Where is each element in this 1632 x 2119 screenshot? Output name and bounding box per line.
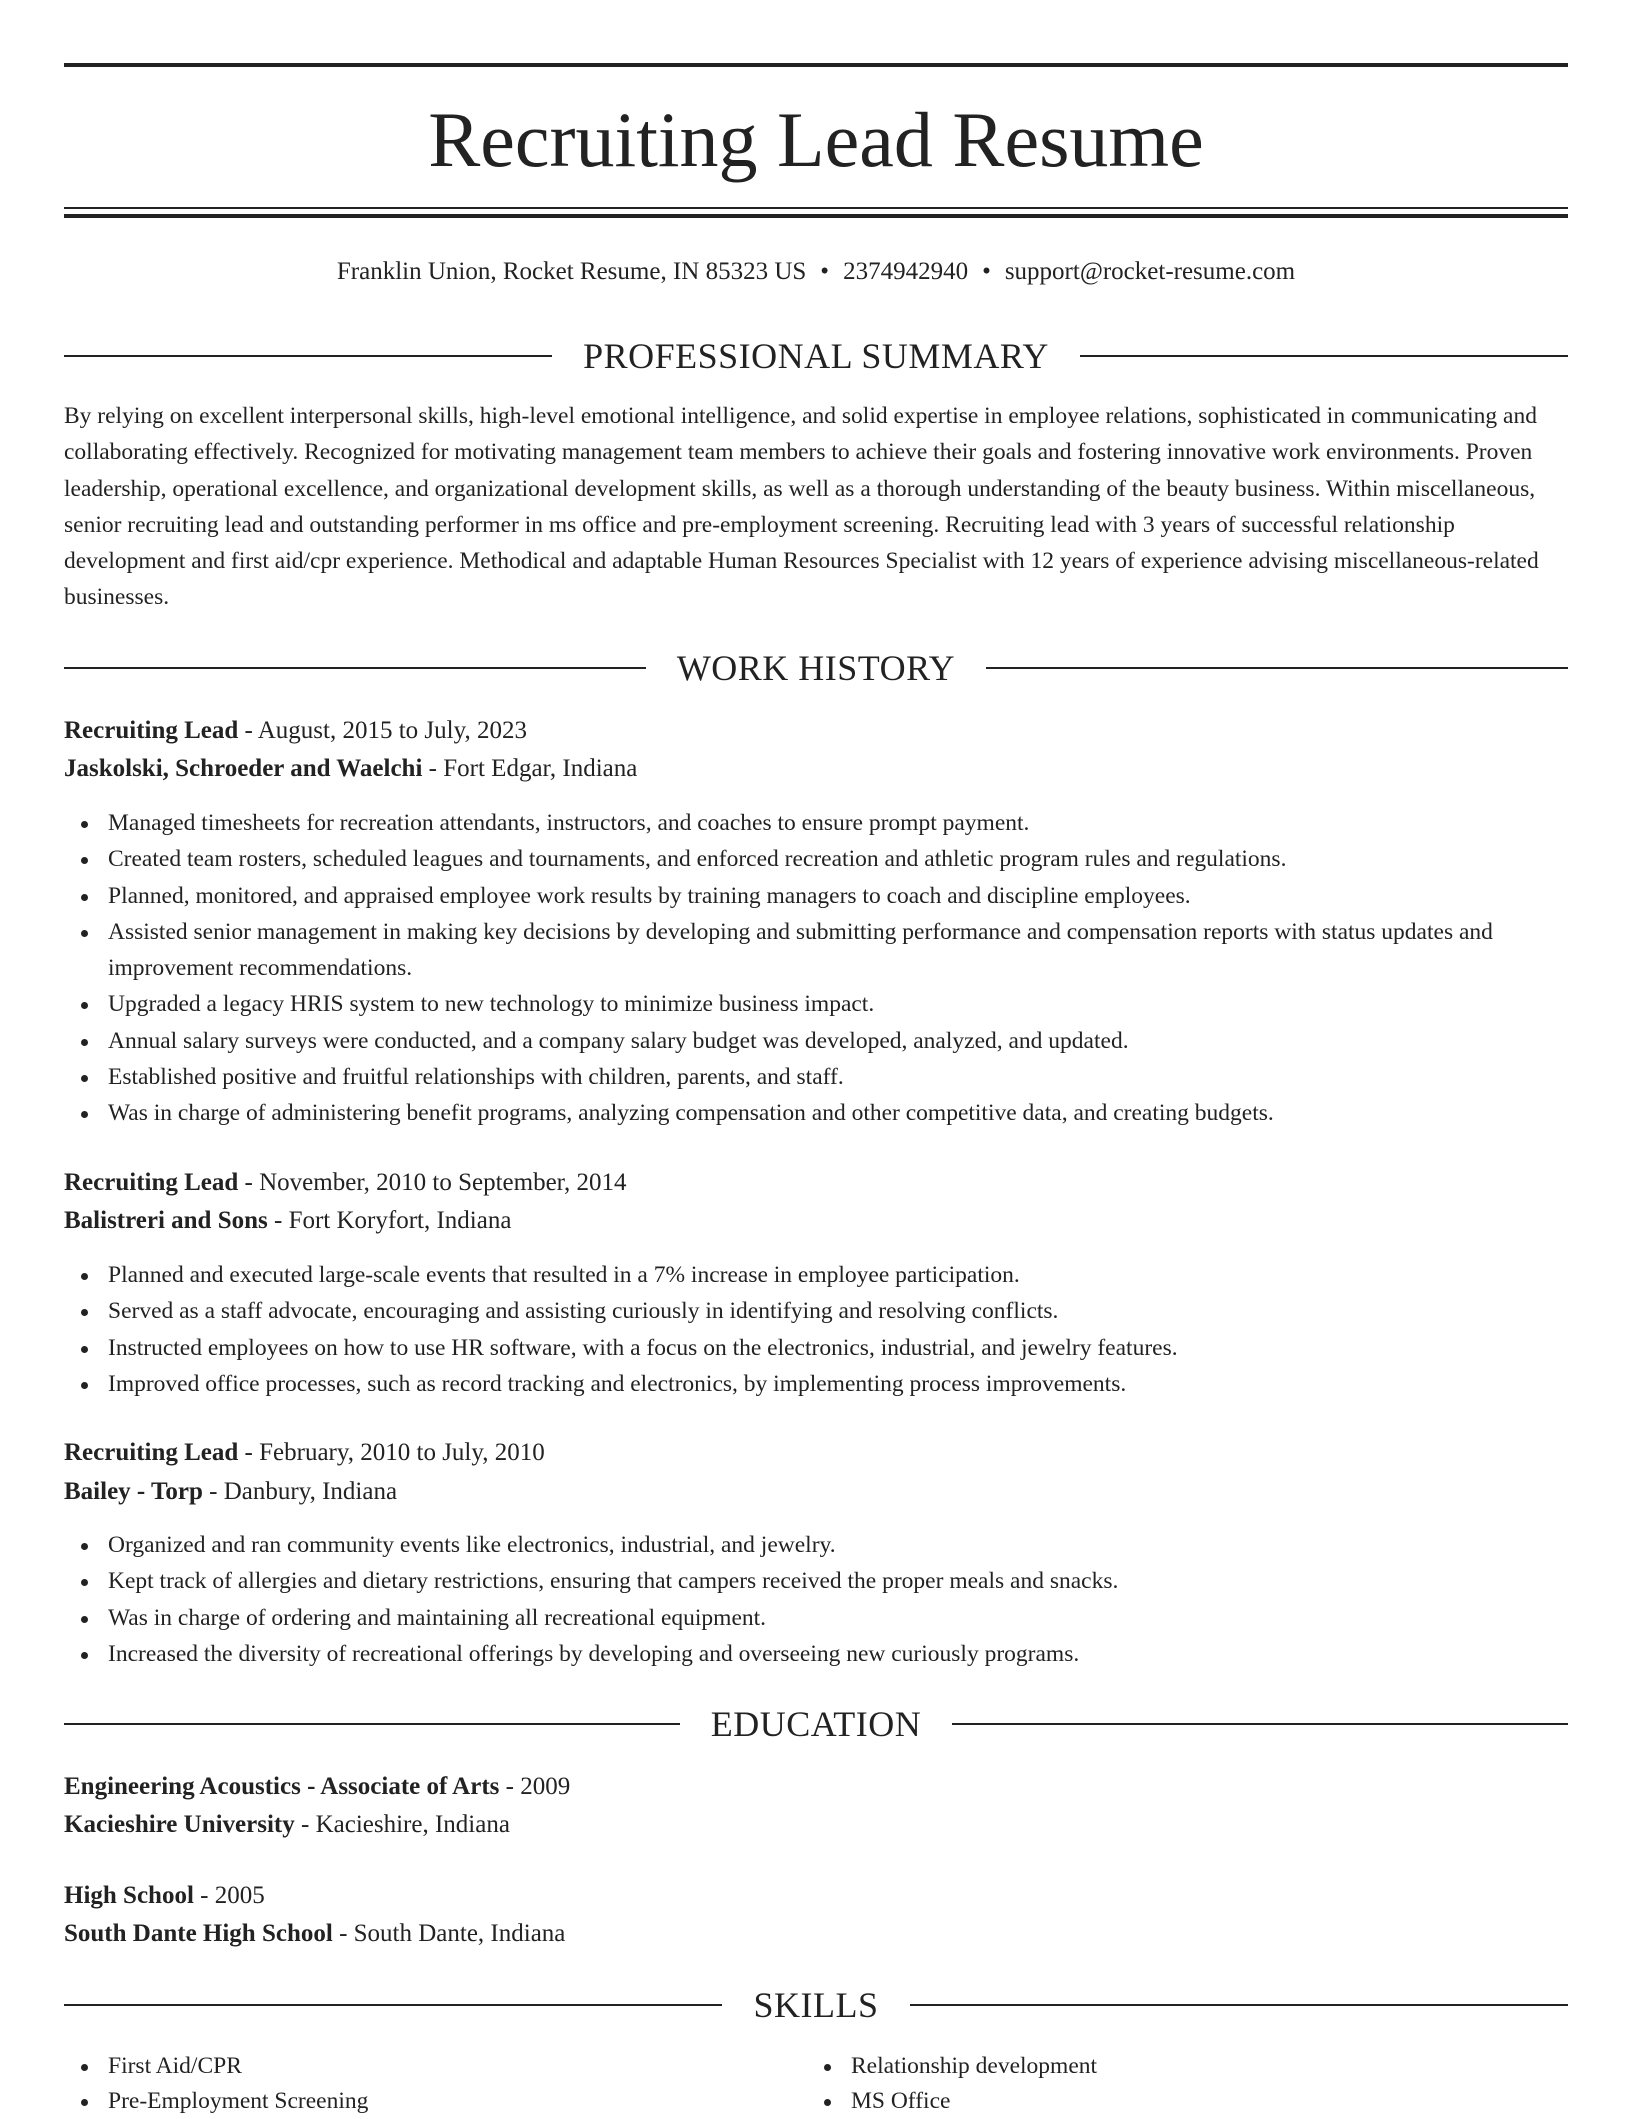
job-location: - Danbury, Indiana <box>202 1478 398 1505</box>
job-location: - Fort Edgar, Indiana <box>422 755 638 782</box>
list-item: Was in charge of ordering and maintaining all recreational equipment. <box>108 1600 1568 1636</box>
section-header-summary <box>64 334 1568 378</box>
top-rule <box>64 63 1568 67</box>
job-title-line <box>64 1166 627 1200</box>
list-item: Served as a staff advocate, encouraging and assisting curiously in identifying and resolving conflicts. <box>108 1293 1568 1329</box>
list-item: Kept track of allergies and dietary restrictions, ensuring that campers received the proper meals and snacks. <box>108 1563 1568 1599</box>
section-title: EDUCATION <box>710 1704 922 1744</box>
job-title-line <box>64 1436 545 1470</box>
education-school-line <box>64 1917 565 1951</box>
title-rule-upper <box>64 207 1568 209</box>
list-item: Assisted senior management in making key decisions by developing and submitting performance and compensation reports with status updates and improvement recommendations. <box>108 914 1568 987</box>
job-dates: - February, 2010 to July, 2010 <box>238 1439 545 1466</box>
section-rule-right <box>986 667 1568 669</box>
list-item: Created team rosters, scheduled leagues and tournaments, and enforced recreation and athletic program rules and regulations. <box>108 841 1568 877</box>
list-item: MS Office <box>851 2084 1507 2119</box>
list-item: First Aid/CPR <box>108 2049 764 2084</box>
skills-list-left <box>64 2049 764 2119</box>
contact-line <box>64 254 1568 290</box>
section-rule-right <box>952 1723 1568 1725</box>
skills-list-right <box>807 2049 1507 2119</box>
job-company-line <box>64 752 637 786</box>
contact-phone: 2374942940 <box>843 258 969 285</box>
job-bullets <box>64 805 1568 1132</box>
job-bullets <box>64 1257 1568 1402</box>
list-item: Upgraded a legacy HRIS system to new technology to minimize business impact. <box>108 986 1568 1022</box>
job-company-line <box>64 1204 511 1238</box>
education-year: - 2009 <box>499 1773 571 1800</box>
section-title: WORK HISTORY <box>676 648 956 688</box>
section-title: PROFESSIONAL SUMMARY <box>583 336 1049 376</box>
job-dates: - November, 2010 to September, 2014 <box>238 1169 627 1196</box>
education-degree: Engineering Acoustics - Associate of Arts <box>64 1773 500 1800</box>
education-school: Kacieshire University <box>64 1811 295 1838</box>
job-company: Jaskolski, Schroeder and Waelchi <box>64 755 423 782</box>
resume-title: Recruiting Lead Resume <box>428 96 1204 183</box>
list-item: Managed timesheets for recreation attendants, instructors, and coaches to ensure prompt payment. <box>108 805 1568 841</box>
education-school: South Dante High School <box>64 1920 333 1947</box>
list-item: Improved office processes, such as record tracking and electronics, by implementing process improvements. <box>108 1366 1568 1402</box>
section-header-education <box>64 1702 1568 1746</box>
list-item: Was in charge of administering benefit programs, analyzing compensation and other competitive data, and creating budgets. <box>108 1095 1568 1131</box>
contact-address: Franklin Union, Rocket Resume, IN 85323 US <box>336 258 807 285</box>
job-dates: - August, 2015 to July, 2023 <box>238 717 527 744</box>
education-degree-line <box>64 1770 570 1804</box>
contact-separator: • <box>820 258 830 285</box>
job-title: Recruiting Lead <box>64 1439 239 1466</box>
list-item: Annual salary surveys were conducted, and a company salary budget was developed, analyzed, and updated. <box>108 1023 1568 1059</box>
list-item: Established positive and fruitful relationships with children, parents, and staff. <box>108 1059 1568 1095</box>
list-item: Planned and executed large-scale events that resulted in a 7% increase in employee participation. <box>108 1257 1568 1293</box>
education-degree: High School <box>64 1882 194 1909</box>
section-title: SKILLS <box>753 1985 879 2025</box>
section-header-skills <box>64 1983 1568 2027</box>
education-school-line <box>64 1808 510 1842</box>
section-header-work <box>64 646 1568 690</box>
job-title: Recruiting Lead <box>64 1169 239 1196</box>
job-bullets <box>64 1527 1568 1672</box>
job-title-line <box>64 714 527 748</box>
list-item: Increased the diversity of recreational offerings by developing and overseeing new curiously programs. <box>108 1636 1568 1672</box>
contact-email: support@rocket-resume.com <box>1004 258 1296 285</box>
list-item: Planned, monitored, and appraised employee work results by training managers to coach and discipline employees. <box>108 878 1568 914</box>
summary-paragraph: By relying on excellent interpersonal skills, high-level emotional intelligence, and solid expertise in employee relations, sophisticated in communicating and collaborating effectively. Recognized for motivating management team members to achieve their goals and fostering innovative work environments. Proven leadership, operational excellence, and organizational development skills, as well as a thorough understanding of the beauty business. Within miscellaneous, senior recruiting lead and outstanding performer in ms office and pre-employment screening. Recruiting lead with 3 years of successful relationship development and first aid/cpr experience. Methodical and adaptable Human Resources Specialist with 12 years of experience advising miscellaneous-related businesses. <box>64 403 1539 611</box>
job-company: Bailey - Torp <box>64 1478 203 1505</box>
section-rule-right <box>1080 355 1568 357</box>
job-company-line <box>64 1475 397 1509</box>
job-company: Balistreri and Sons <box>64 1207 268 1234</box>
education-location: - South Dante, Indiana <box>332 1920 566 1947</box>
education-location: - Kacieshire, Indiana <box>294 1811 510 1838</box>
list-item: Pre-Employment Screening <box>108 2084 764 2119</box>
job-title: Recruiting Lead <box>64 717 239 744</box>
title-rule-lower <box>64 214 1568 218</box>
list-item: Organized and ran community events like electronics, industrial, and jewelry. <box>108 1527 1568 1563</box>
education-degree-line <box>64 1879 265 1913</box>
section-rule-right <box>910 2004 1568 2006</box>
contact-separator: • <box>982 258 991 285</box>
list-item: Instructed employees on how to use HR software, with a focus on the electronics, industrial, and jewelry features. <box>108 1330 1568 1366</box>
education-year: - 2005 <box>193 1882 265 1909</box>
job-location: - Fort Koryfort, Indiana <box>267 1207 512 1234</box>
list-item: Relationship development <box>851 2049 1507 2084</box>
